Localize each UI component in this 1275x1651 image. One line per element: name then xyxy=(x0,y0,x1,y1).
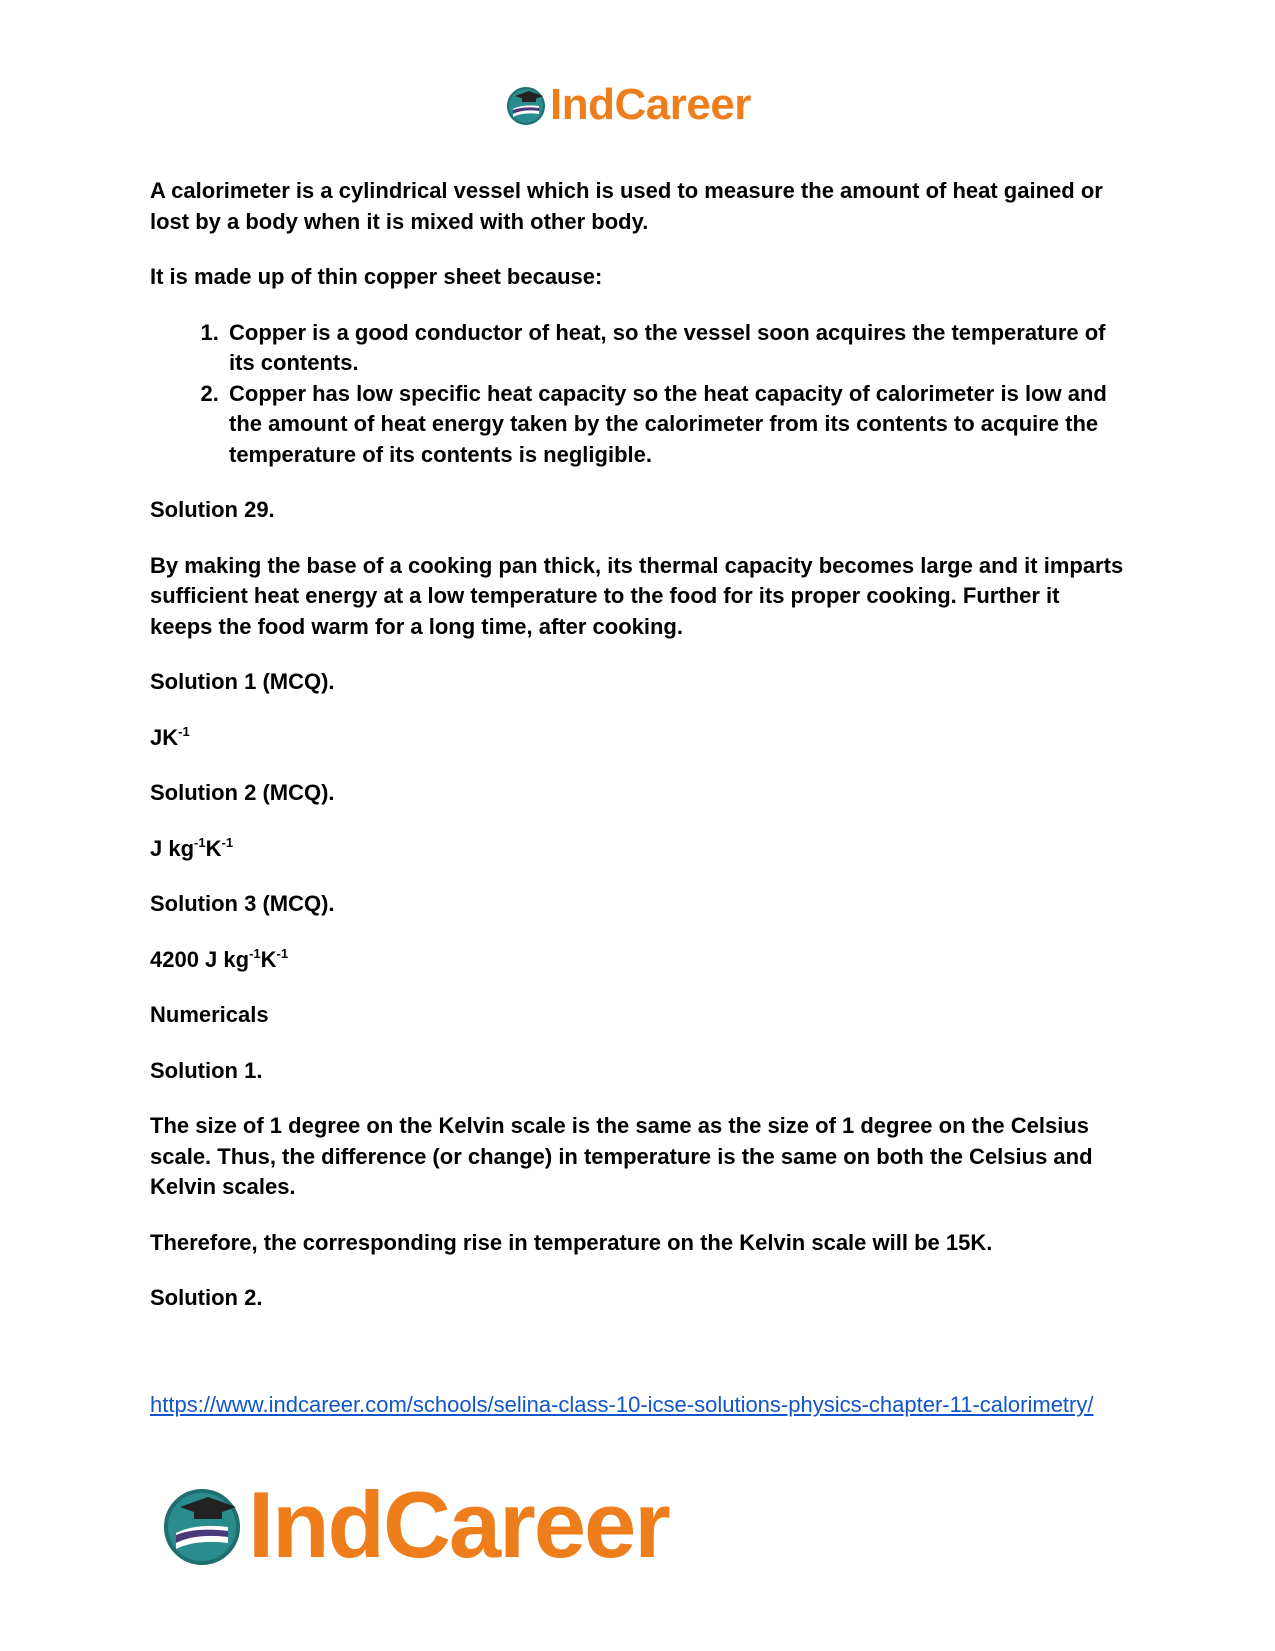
numerical-1-conclusion: Therefore, the corresponding rise in temperature on the Kelvin scale will be 15K. xyxy=(150,1229,993,1255)
mcq-3-answer xyxy=(150,945,1125,976)
footer-logo-text: IndCareer xyxy=(248,1472,669,1577)
solution-29-heading: Solution 29. xyxy=(150,497,275,522)
header-logo xyxy=(505,80,751,130)
intro-paragraph: A calorimeter is a cylindrical vessel which is used to measure the amount of heat gained or lost by a body when it is mixed with other body. xyxy=(150,178,1103,234)
graduation-cap-book-globe-icon xyxy=(505,84,547,126)
unit-exponent: -1 xyxy=(221,834,234,850)
list-item: 1. Copper is a good conductor of heat, so the vessel soon acquires the temperature of its contents. xyxy=(225,318,1125,379)
mcq-1-answer xyxy=(150,723,1125,754)
numerical-1-heading: Solution 1. xyxy=(150,1057,263,1083)
copper-reasons-list xyxy=(150,318,1125,471)
unit-text: JK xyxy=(150,724,179,750)
unit-exponent: -1 xyxy=(194,834,206,850)
mcq-1-heading: Solution 1 (MCQ). xyxy=(150,669,335,694)
graduation-cap-book-globe-icon xyxy=(160,1483,244,1567)
unit-exponent: -1 xyxy=(276,945,289,961)
unit-text: K xyxy=(205,835,222,861)
copper-lead-paragraph: It is made up of thin copper sheet because: xyxy=(150,264,603,289)
list-item: 2. Copper has low specific heat capacity so the heat capacity of calorimeter is low and the amount of heat energy taken by the calorimeter from its contents to acquire the temperature of its contents is negligible. xyxy=(225,379,1125,471)
unit-text: K xyxy=(260,946,277,972)
document-body xyxy=(150,176,1125,1339)
mcq-2-answer xyxy=(150,834,1125,865)
numericals-heading: Numericals xyxy=(150,1002,269,1027)
solution-29-text: By making the base of a cooking pan thick, its thermal capacity becomes large and it imparts sufficient heat energy at a low temperature to the food for its proper cooking. Further it keeps the food warm for a long time, after cooking. xyxy=(150,552,1124,639)
footer-logo xyxy=(160,1470,669,1580)
source-link[interactable]: https://www.indcareer.com/schools/selina-class-10-icse-solutions-physics-chapter-11-calorimetry/ xyxy=(150,1392,1094,1417)
numerical-2-heading: Solution 2. xyxy=(150,1285,263,1310)
numerical-1-text: The size of 1 degree on the Kelvin scale is the same as the size of 1 degree on the Celsius scale. Thus, the difference (or change) in temperature is the same on both the Celsius and Kelvin scales. xyxy=(150,1113,1093,1199)
unit-text: J kg xyxy=(150,835,195,861)
header-logo-text: IndCareer xyxy=(550,80,751,129)
mcq-3-heading: Solution 3 (MCQ). xyxy=(150,891,335,916)
mcq-2-heading: Solution 2 (MCQ). xyxy=(150,780,335,805)
unit-exponent: -1 xyxy=(178,723,190,739)
unit-text: 4200 J kg xyxy=(150,946,250,972)
unit-exponent: -1 xyxy=(249,945,261,961)
